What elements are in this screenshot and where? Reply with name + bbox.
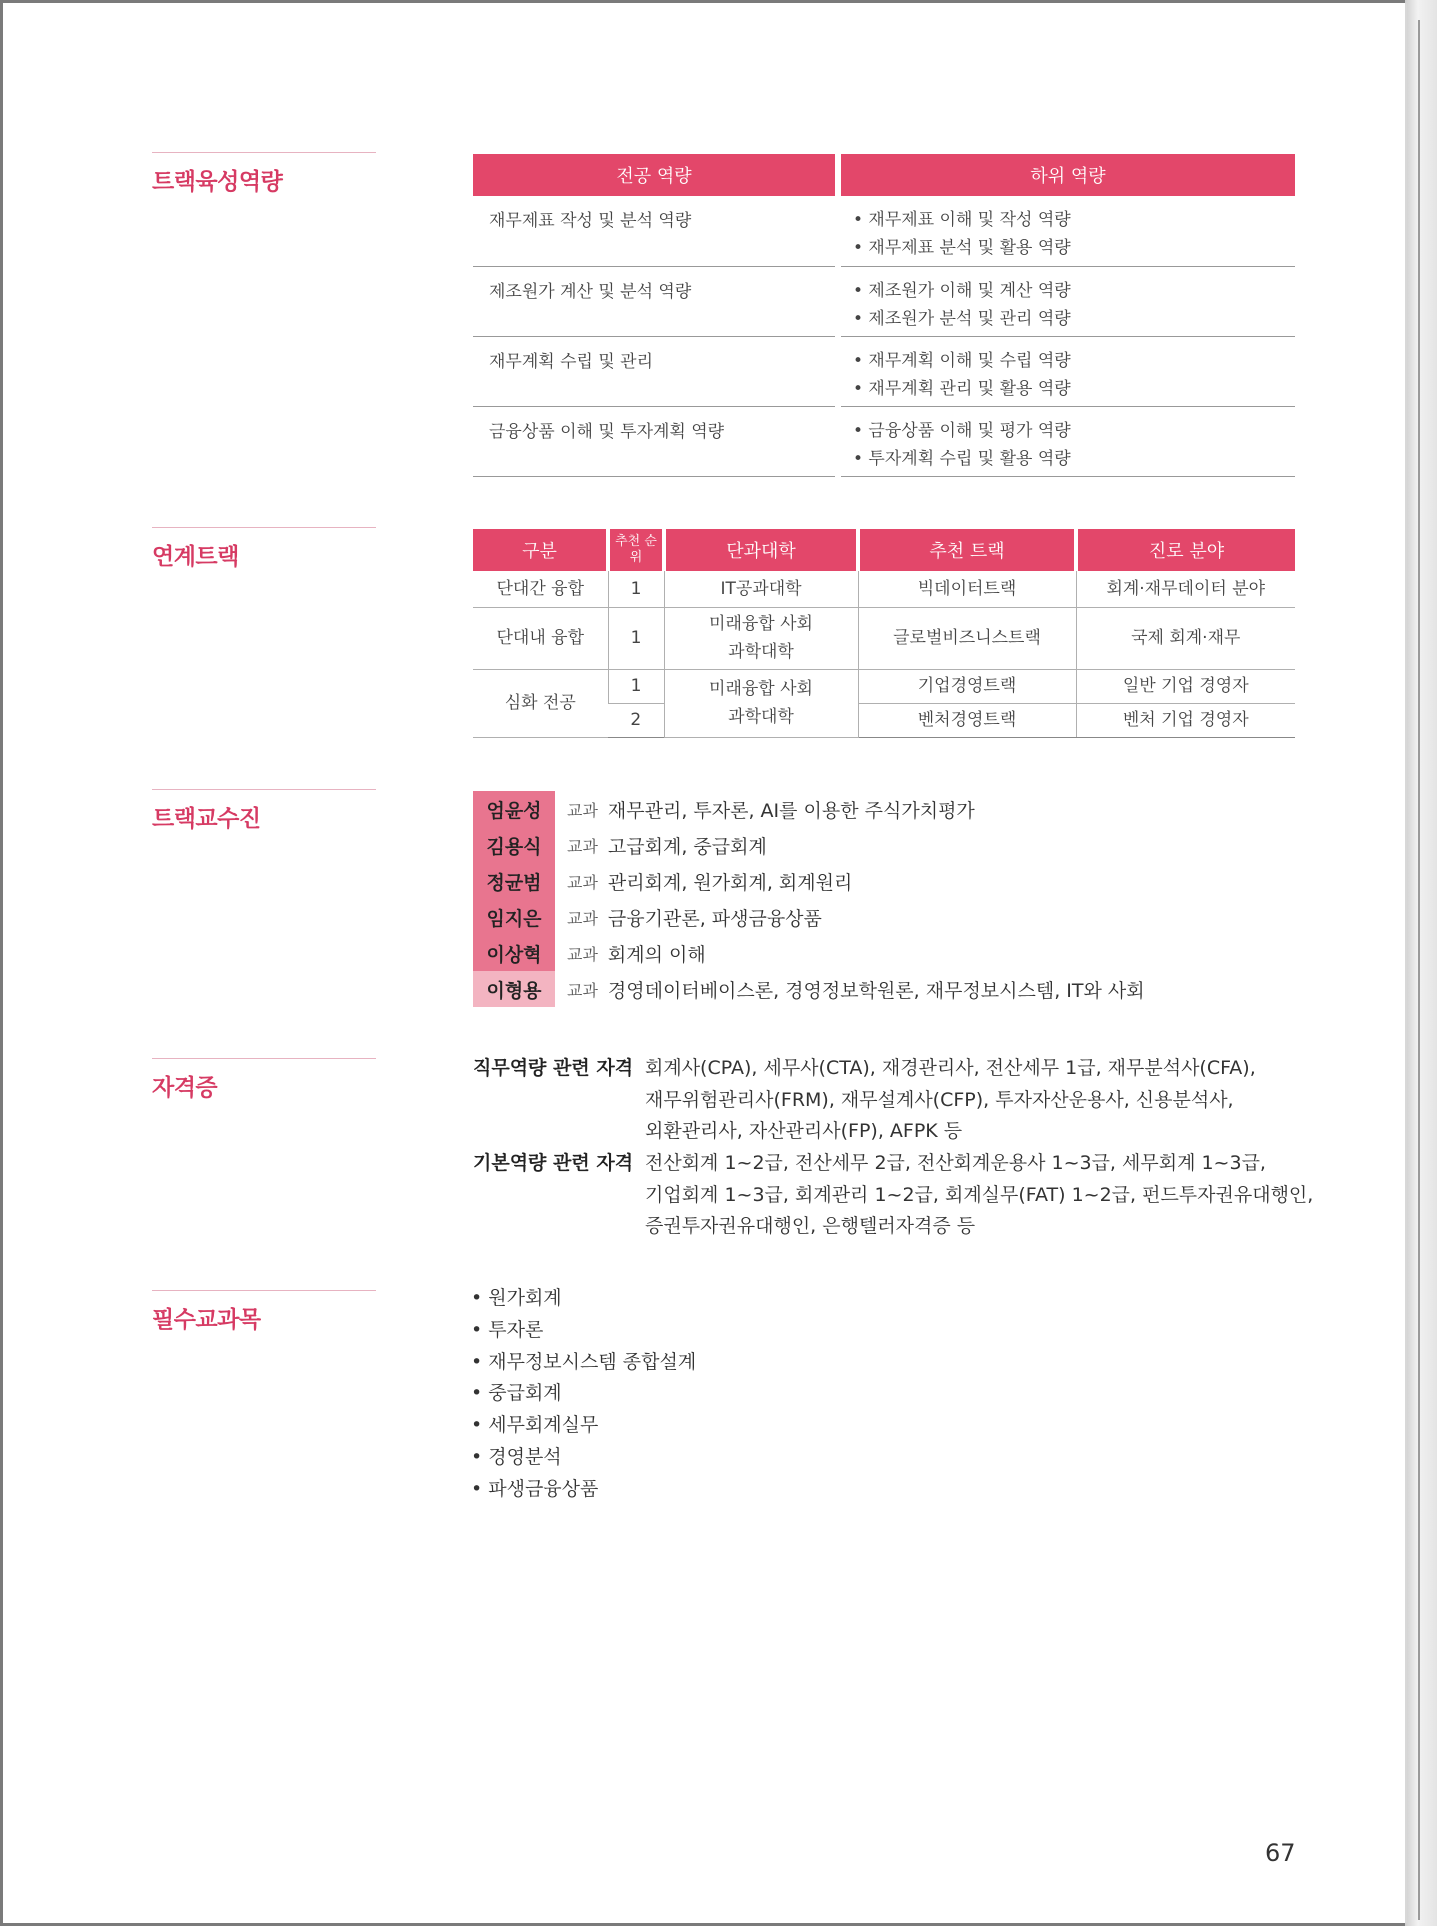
competency-table (473, 154, 1295, 477)
sub-item: • 재무제표 분석 및 활용 역량 (853, 238, 1071, 258)
competency-sub (841, 406, 1295, 476)
competency-header-major: 전공 역량 (473, 154, 835, 196)
list-item: • 세무회계실무 (471, 1414, 599, 1437)
faculty-name: 임지은 (473, 899, 555, 935)
faculty-role: 교과 (567, 800, 598, 820)
faculty-role: 교과 (567, 980, 598, 1000)
faculty-role: 교과 (567, 908, 598, 928)
list-item: • 원가회계 (471, 1287, 562, 1309)
section-title-faculty: 트랙교수진 (152, 789, 376, 833)
linked-header-college: 단과대학 (664, 529, 858, 571)
linked-header-rank: 추천 순위 (608, 529, 664, 571)
faculty-subjects: 금융기관론, 파생금융상품 (607, 907, 822, 930)
linked-track-table (473, 529, 1295, 738)
cell-career: 국제 회계·재무 (1076, 607, 1295, 669)
cell-rank: 2 (608, 703, 664, 737)
faculty-role: 교과 (567, 872, 598, 892)
table-row (473, 607, 1295, 669)
faculty-row (473, 971, 1145, 1007)
competency-sub (841, 196, 1295, 266)
cell-college: IT공과대학 (664, 571, 858, 607)
linked-header-category: 구분 (473, 529, 608, 571)
page-edge-line (1418, 20, 1420, 1920)
cert-line: 증권투자권유대행인, 은행텔러자격증 등 (645, 1215, 976, 1237)
required-course-list (471, 1283, 696, 1506)
competency-major: 재무제표 작성 및 분석 역량 (473, 196, 835, 266)
list-item: • 재무정보시스템 종합설계 (471, 1350, 697, 1373)
cert-body (645, 1148, 1314, 1243)
document-page (3, 3, 1405, 1923)
faculty-role: 교과 (567, 836, 598, 856)
competency-major: 재무계획 수립 및 관리 (473, 336, 835, 406)
faculty-subjects: 경영데이터베이스론, 경영정보학원론, 재무정보시스템, IT와 사회 (607, 979, 1145, 1002)
faculty-subjects: 회계의 이해 (607, 943, 706, 966)
cell-career: 회계·재무데이터 분야 (1076, 571, 1295, 607)
cert-body (645, 1053, 1305, 1148)
competency-major: 금융상품 이해 및 투자계획 역량 (473, 406, 835, 476)
sub-item: • 제조원가 분석 및 관리 역량 (853, 308, 1071, 329)
page-edge (1405, 0, 1437, 1926)
linked-header-career: 진로 분야 (1076, 529, 1295, 571)
cert-line: 재무위험관리사(FRM), 재무설계사(CFP), 투자자산운용사, 신용분석사, (645, 1088, 1234, 1111)
list-item: • 투자론 (471, 1318, 544, 1341)
page-number: 67 (1265, 1839, 1296, 1867)
faculty-list (473, 791, 1145, 1007)
cert-line: 회계사(CPA), 세무사(CTA), 재경관리사, 전산세무 1급, 재무분석사(CFA), (645, 1057, 1256, 1079)
cert-title: 기본역량 관련 자격 (473, 1152, 634, 1174)
sub-item: • 금융상품 이해 및 평가 역량 (853, 420, 1071, 441)
faculty-name: 이상혁 (473, 935, 555, 971)
section-title-certs: 자격증 (152, 1058, 376, 1102)
competency-sub (841, 336, 1295, 406)
table-row (473, 669, 1295, 703)
faculty-subjects: 고급회계, 중급회계 (607, 835, 767, 858)
faculty-row (473, 791, 1145, 827)
sub-item: • 투자계획 수립 및 활용 역량 (853, 448, 1071, 469)
list-item: • 파생금융상품 (471, 1477, 599, 1500)
sub-item: • 재무제표 이해 및 작성 역량 (853, 210, 1071, 230)
faculty-row (473, 863, 1145, 899)
cell-category: 단대간 융합 (473, 571, 608, 607)
table-row (473, 266, 1295, 336)
cell-category: 단대내 융합 (473, 607, 608, 669)
section-title-competency: 트랙육성역량 (152, 152, 376, 196)
faculty-subjects: 재무관리, 투자론, AI를 이용한 주식가치평가 (607, 799, 975, 822)
faculty-row (473, 827, 1145, 863)
cell-college: 미래융합 사회과학대학 (664, 669, 858, 737)
faculty-name: 김용식 (473, 827, 555, 863)
faculty-subjects: 관리회계, 원가회계, 회계원리 (607, 871, 853, 894)
cell-track: 기업경영트랙 (858, 669, 1076, 703)
cell-track: 빅데이터트랙 (858, 571, 1076, 607)
table-row (473, 336, 1295, 406)
faculty-name: 정균범 (473, 863, 555, 899)
cell-rank: 1 (608, 669, 664, 703)
sub-item: • 재무계획 관리 및 활용 역량 (853, 378, 1071, 399)
cell-track: 글로벌비즈니스트랙 (858, 607, 1076, 669)
table-row (473, 196, 1295, 266)
competency-sub (841, 266, 1295, 336)
cell-career: 일반 기업 경영자 (1076, 669, 1295, 703)
cell-category: 심화 전공 (473, 669, 608, 737)
faculty-name: 엄윤성 (473, 791, 555, 827)
list-item: • 중급회계 (471, 1382, 562, 1405)
cert-line: 기업회계 1~3급, 회계관리 1~2급, 회계실무(FAT) 1~2급, 펀드투자권유대행인, (645, 1183, 1314, 1206)
cell-track: 벤처경영트랙 (858, 703, 1076, 737)
faculty-row (473, 935, 1145, 971)
section-title-required: 필수교과목 (152, 1290, 376, 1334)
linked-header-track: 추천 트랙 (858, 529, 1076, 571)
competency-header-sub: 하위 역량 (841, 154, 1295, 196)
table-row (473, 406, 1295, 476)
faculty-name: 이형용 (473, 971, 555, 1007)
cell-rank: 1 (608, 607, 664, 669)
cell-rank: 1 (608, 571, 664, 607)
table-row (473, 571, 1295, 607)
competency-major: 제조원가 계산 및 분석 역량 (473, 266, 835, 336)
cell-career: 벤처 기업 경영자 (1076, 703, 1295, 737)
faculty-row (473, 899, 1145, 935)
cert-line: 전산회계 1~2급, 전산세무 2급, 전산회계운용사 1~3급, 세무회계 1~3급, (645, 1152, 1266, 1174)
list-item: • 경영분석 (471, 1445, 562, 1468)
cert-line: 외환관리사, 자산관리사(FP), AFPK 등 (645, 1120, 963, 1142)
cell-college: 미래융합 사회과학대학 (664, 607, 858, 669)
cert-title: 직무역량 관련 자격 (473, 1057, 634, 1079)
section-title-linked: 연계트랙 (152, 527, 376, 571)
sub-item: • 제조원가 이해 및 계산 역량 (853, 280, 1071, 301)
sub-item: • 재무계획 이해 및 수립 역량 (853, 350, 1071, 371)
faculty-role: 교과 (567, 944, 598, 964)
